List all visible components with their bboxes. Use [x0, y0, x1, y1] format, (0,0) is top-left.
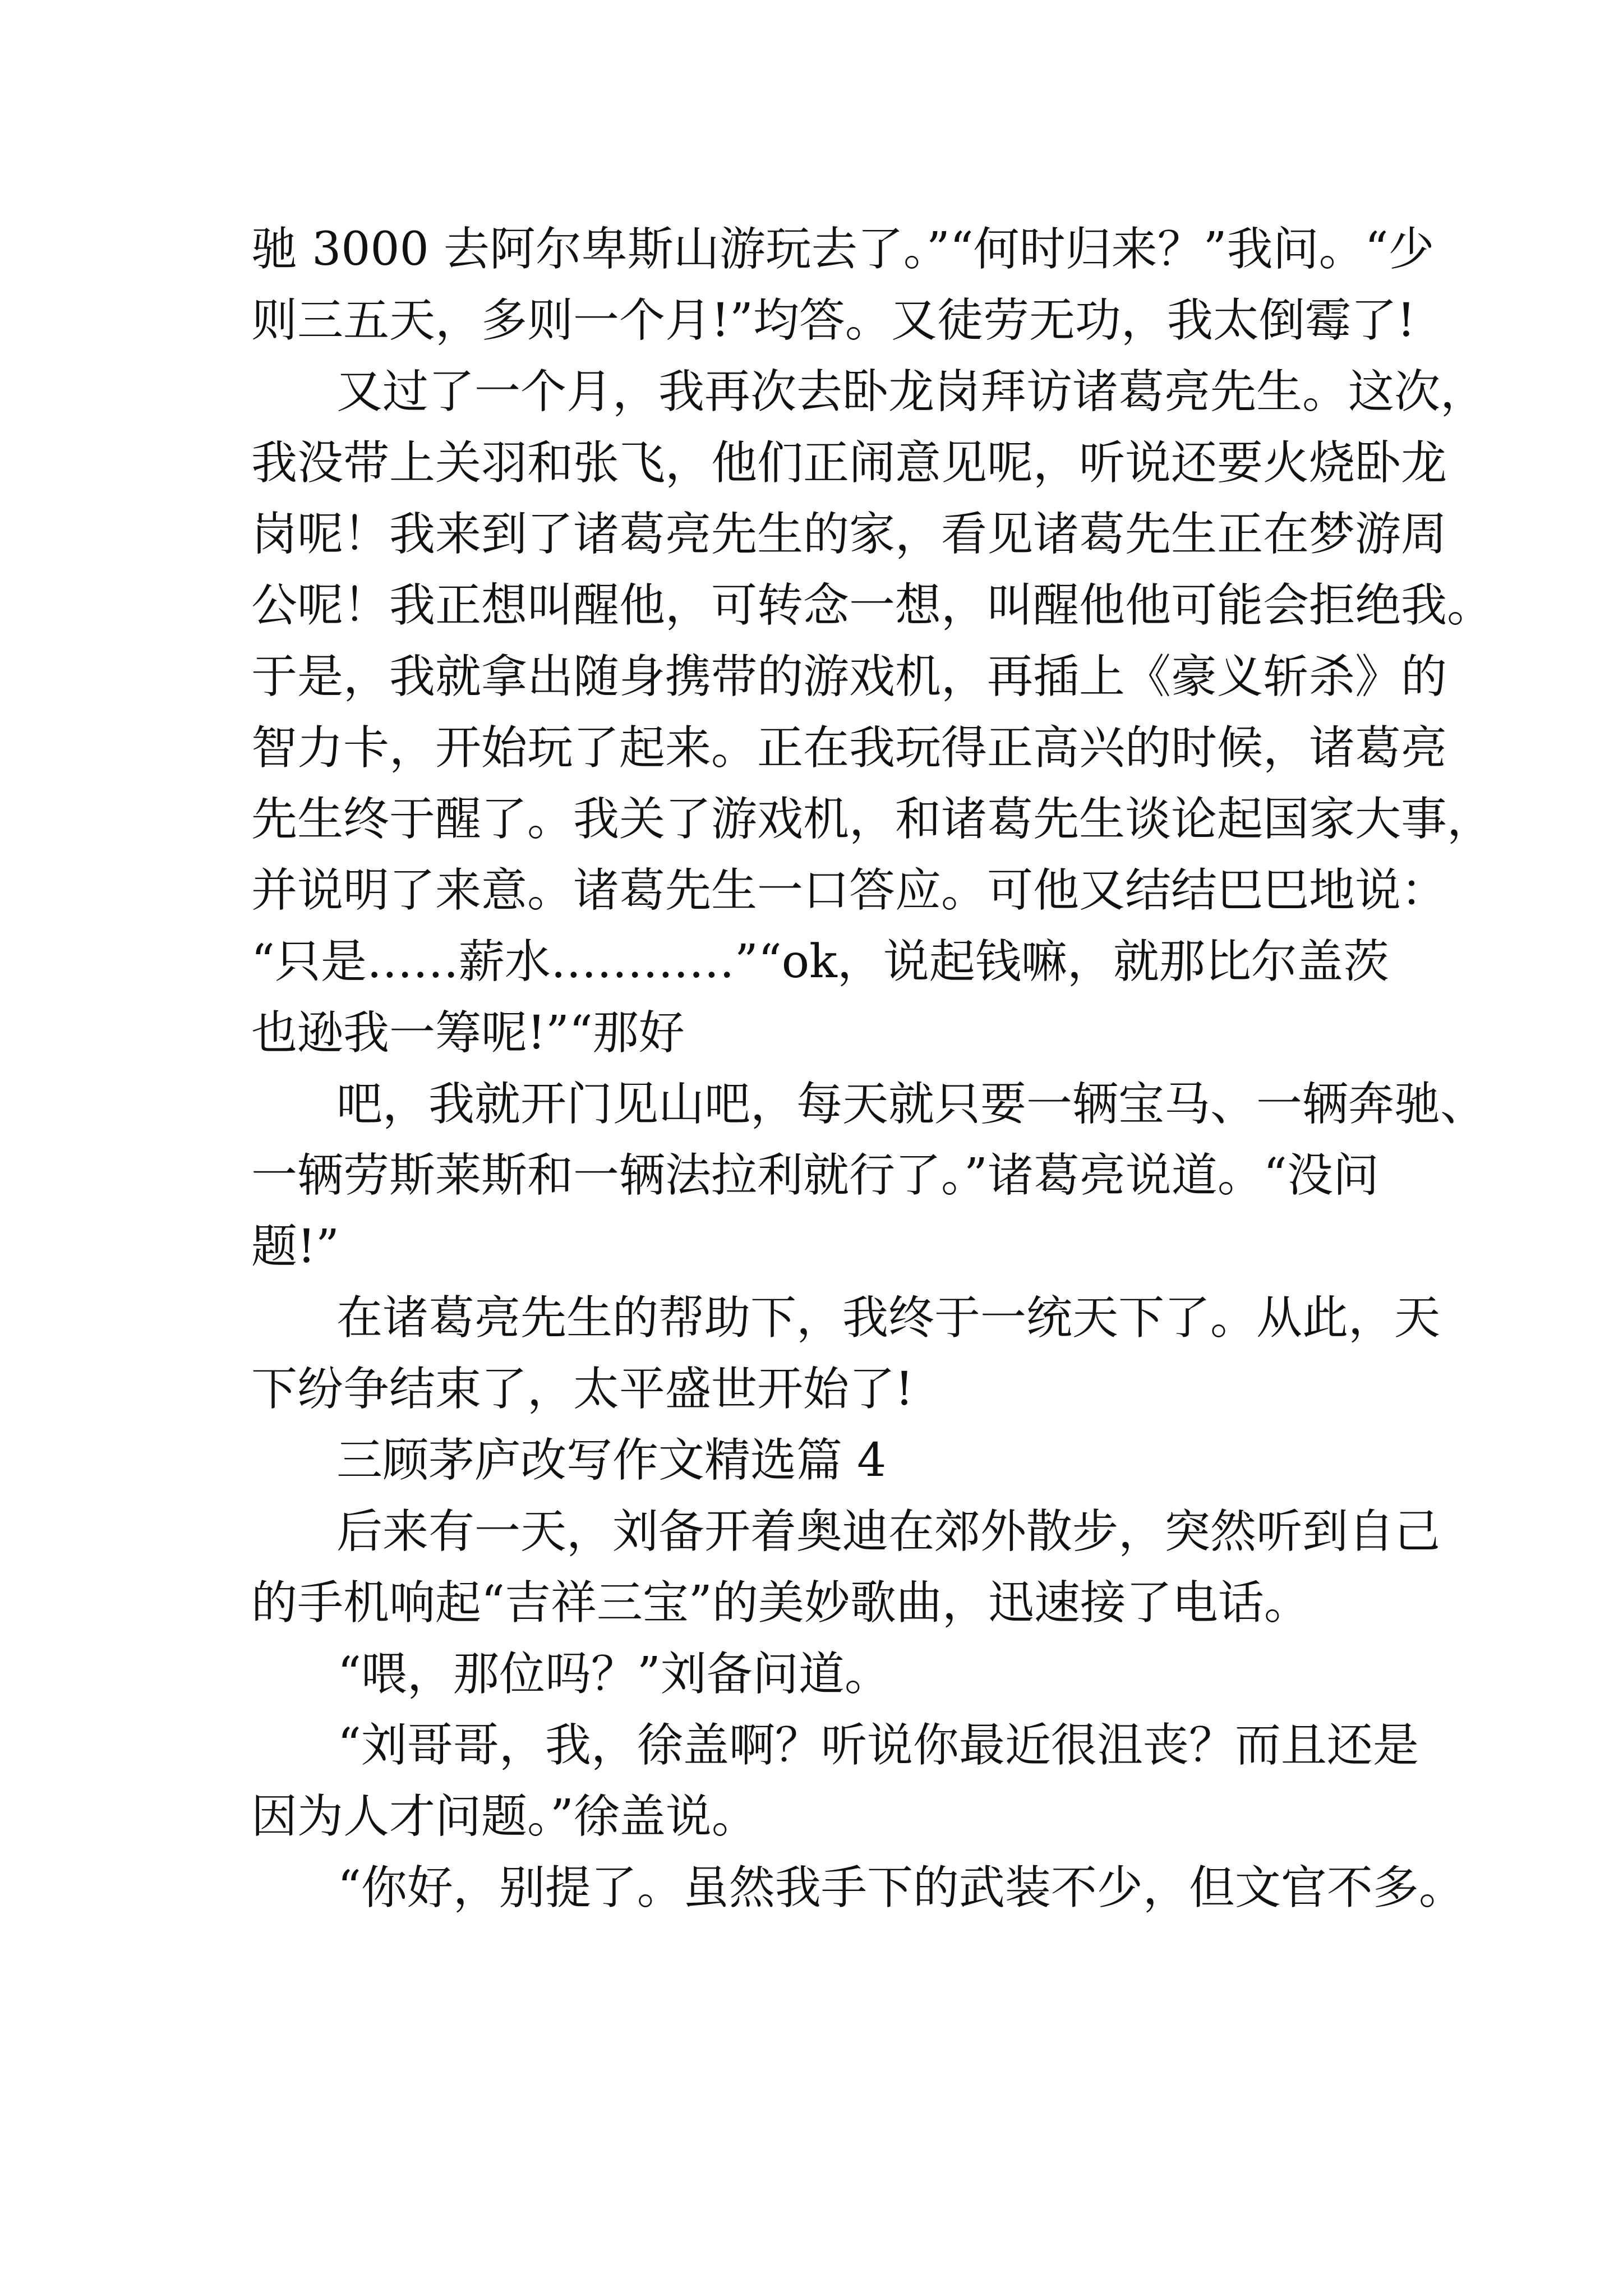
text-line: 题!”: [251, 1220, 339, 1273]
text-line: 也逊我一筹呢!”“那好: [251, 1006, 685, 1060]
paragraph-start-line: “刘哥哥，我，徐盖啊？听说你最近很沮丧？而且还是: [338, 1719, 1419, 1772]
text-line: 岗呢！我来到了诸葛亮先生的家，看见诸葛先生正在梦游周: [251, 508, 1447, 561]
text-line: 先生终于醒了。我关了游戏机，和诸葛先生谈论起国家大事，: [251, 793, 1493, 846]
text-line: 一辆劳斯莱斯和一辆法拉利就行了。”诸葛亮说道。“没问: [251, 1149, 1379, 1202]
paragraph-start-line: 后来有一天，刘备开着奥迪在郊外散步，突然听到自己: [336, 1505, 1441, 1558]
text-line: 智力卡，开始玩了起来。正在我玩得正高兴的时候，诸葛亮: [251, 721, 1447, 775]
text-line: 并说明了来意。诸葛先生一口答应。可他又结结巴巴地说：: [251, 864, 1447, 917]
text-line: 的手机响起“吉祥三宝”的美妙歌曲，迅速接了电话。: [251, 1576, 1310, 1630]
text-line: 于是，我就拿出随身携带的游戏机，再插上《豪义斩杀》的: [251, 650, 1447, 703]
text-line: 公呢！我正想叫醒他，可转念一想，叫醒他他可能会拒绝我。: [251, 579, 1493, 632]
text-line: 因为人才问题。”徐盖说。: [251, 1790, 758, 1843]
text-line: 我没带上关羽和张飞，他们正闹意见呢，听说还要火烧卧龙: [251, 436, 1447, 490]
paragraph-start-line: “喂，那位吗？”刘备问道。: [338, 1648, 891, 1701]
text-line: “只是……薪水…………”“ok，说起钱嘛，就那比尔盖茨: [251, 935, 1389, 988]
text-line: 驰 3000 去阿尔卑斯山游玩去了。”“何时归来？”我问。“少: [251, 223, 1435, 276]
text-line: 则三五天，多则一个月!”均答。又徒劳无功，我太倒霉了!: [251, 294, 1415, 347]
paragraph-start-line: “你好，别提了。虽然我手下的武装不少，但文官不多。: [338, 1861, 1465, 1915]
paragraph-start-line: 吧，我就开门见山吧，每天就只要一辆宝马、一辆奔驰、: [336, 1078, 1487, 1131]
section-heading: 三顾茅庐改写作文精选篇 4: [336, 1434, 887, 1487]
text-line: 下纷争结束了，太平盛世开始了!: [251, 1363, 914, 1416]
paragraph-start-line: 在诸葛亮先生的帮助下，我终于一统天下了。从此，天: [336, 1291, 1441, 1345]
paragraph-start-line: 又过了一个月，我再次去卧龙岗拜访诸葛亮先生。这次，: [336, 365, 1487, 418]
